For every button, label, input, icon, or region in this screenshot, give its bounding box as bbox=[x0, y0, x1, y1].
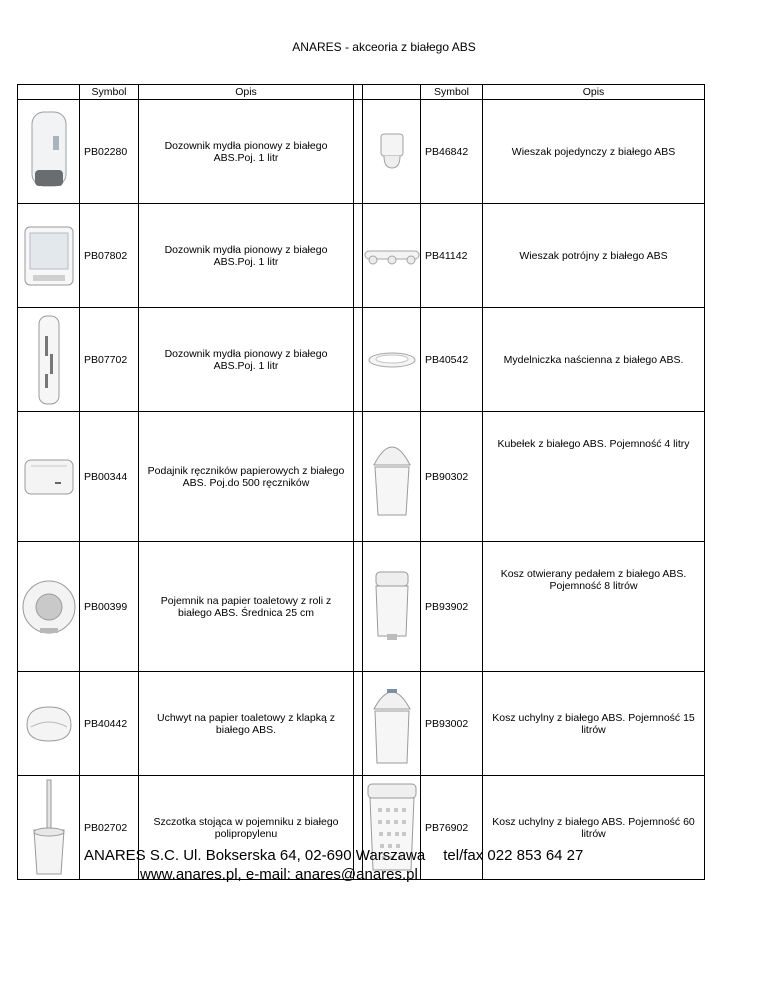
product-symbol: PB93902 bbox=[421, 542, 483, 672]
swing-bin-icon bbox=[363, 672, 421, 776]
product-symbol: PB02702 bbox=[80, 776, 139, 880]
product-symbol: PB00399 bbox=[80, 542, 139, 672]
product-symbol: PB41142 bbox=[421, 204, 483, 308]
towel-dispenser-icon bbox=[18, 412, 80, 542]
soap-dispenser-icon bbox=[18, 100, 80, 204]
table-row bbox=[18, 100, 705, 204]
header-opis-right: Opis bbox=[483, 85, 705, 100]
triple-hook-icon bbox=[363, 204, 421, 308]
header-symbol-left: Symbol bbox=[80, 85, 139, 100]
table-row bbox=[18, 672, 705, 776]
product-symbol: PB93002 bbox=[421, 672, 483, 776]
page-title: ANARES - akceoria z białego ABS bbox=[292, 40, 476, 54]
company-address: ANARES S.C. Ul. Bokserska 64, 02-690 Warszawa bbox=[84, 847, 426, 864]
product-description: Szczotka stojąca w pojemniku z białego polipropylenu bbox=[139, 776, 354, 880]
product-symbol: PB40542 bbox=[421, 308, 483, 412]
product-description: Kosz otwierany pedałem z białego ABS. Pojemność 8 litrów bbox=[483, 542, 705, 672]
product-description: Dozownik mydła pionowy z białego ABS.Poj. 1 litr bbox=[139, 308, 354, 412]
header-symbol-right: Symbol bbox=[421, 85, 483, 100]
pedal-bin-icon bbox=[363, 542, 421, 672]
phone-fax: tel/fax 022 853 64 27 bbox=[443, 847, 584, 864]
contact-line: www.anares.pl, e-mail: anares@anares.pl bbox=[140, 866, 418, 883]
toilet-roll-holder-icon bbox=[18, 672, 80, 776]
table-row bbox=[18, 308, 705, 412]
footer bbox=[84, 846, 583, 884]
soap-dish-icon bbox=[363, 308, 421, 412]
header-opis-left: Opis bbox=[139, 85, 354, 100]
clear-soap-dispenser-icon bbox=[18, 204, 80, 308]
product-description: Wieszak potrójny z białego ABS bbox=[483, 204, 705, 308]
product-description: Kosz uchylny z białego ABS. Pojemność 60 litrów bbox=[483, 776, 705, 880]
toilet-brush-icon bbox=[18, 776, 80, 880]
single-hook-icon bbox=[363, 100, 421, 204]
product-symbol: PB07702 bbox=[80, 308, 139, 412]
product-symbol: PB00344 bbox=[80, 412, 139, 542]
table-row bbox=[18, 204, 705, 308]
slim-soap-dispenser-icon bbox=[18, 308, 80, 412]
product-table bbox=[17, 84, 705, 880]
product-description: Dozownik mydła pionowy z białego ABS.Poj. 1 litr bbox=[139, 204, 354, 308]
table-header-row bbox=[18, 85, 705, 100]
product-description: Mydelniczka naścienna z białego ABS. bbox=[483, 308, 705, 412]
table-row bbox=[18, 542, 705, 672]
product-symbol: PB90302 bbox=[421, 412, 483, 542]
swing-bin-small-icon bbox=[363, 412, 421, 542]
product-description: Pojemnik na papier toaletowy z roli z białego ABS. Średnica 25 cm bbox=[139, 542, 354, 672]
product-symbol: PB76902 bbox=[421, 776, 483, 880]
table-row bbox=[18, 412, 705, 542]
product-description: Kubełek z białego ABS. Pojemność 4 litry bbox=[483, 412, 705, 542]
product-description: Uchwyt na papier toaletowy z klapką z białego ABS. bbox=[139, 672, 354, 776]
product-symbol: PB02280 bbox=[80, 100, 139, 204]
product-description: Kosz uchylny z białego ABS. Pojemność 15 litrów bbox=[483, 672, 705, 776]
product-symbol: PB40442 bbox=[80, 672, 139, 776]
product-description: Podajnik ręczników papierowych z białego ABS. Poj.do 500 ręczników bbox=[139, 412, 354, 542]
jumbo-roll-dispenser-icon bbox=[18, 542, 80, 672]
product-symbol: PB07802 bbox=[80, 204, 139, 308]
product-symbol: PB46842 bbox=[421, 100, 483, 204]
product-description: Dozownik mydła pionowy z białego ABS.Poj. 1 litr bbox=[139, 100, 354, 204]
product-description: Wieszak pojedynczy z białego ABS bbox=[483, 100, 705, 204]
